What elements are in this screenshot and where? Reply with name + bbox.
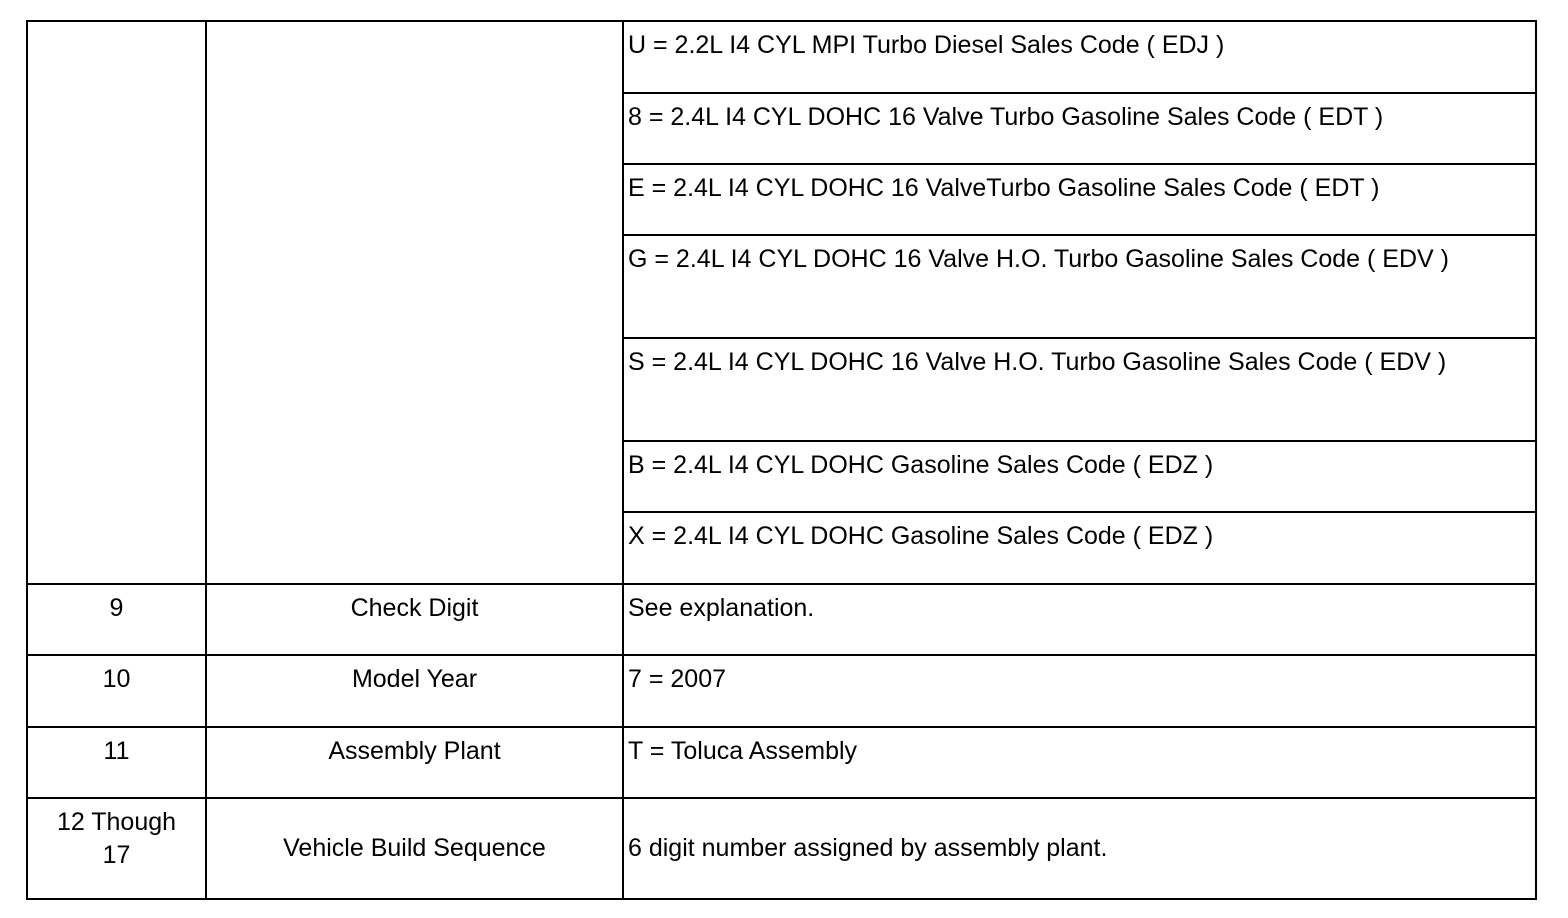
position-cell-empty <box>27 21 206 584</box>
description-cell: Assembly Plant <box>206 727 623 798</box>
table-row <box>27 584 1536 655</box>
description-cell: Model Year <box>206 655 623 727</box>
position-cell: 9 <box>27 584 206 655</box>
interpretation-cell: See explanation. <box>623 584 1536 655</box>
engine-code-cell: 8 = 2.4L I4 CYL DOHC 16 Valve Turbo Gasoline Sales Code ( EDT ) <box>623 93 1536 164</box>
table-row <box>27 727 1536 798</box>
engine-code-cell: U = 2.2L I4 CYL MPI Turbo Diesel Sales Code ( EDJ ) <box>623 21 1536 93</box>
table-row <box>27 21 1536 93</box>
position-cell: 12 Though 17 <box>27 798 206 899</box>
position-cell: 11 <box>27 727 206 798</box>
interpretation-cell: 6 digit number assigned by assembly plant. <box>623 798 1536 899</box>
engine-code-cell: B = 2.4L I4 CYL DOHC Gasoline Sales Code ( EDZ ) <box>623 441 1536 512</box>
interpretation-cell: 7 = 2007 <box>623 655 1536 727</box>
description-cell: Vehicle Build Sequence <box>206 798 623 899</box>
engine-code-cell: G = 2.4L I4 CYL DOHC 16 Valve H.O. Turbo Gasoline Sales Code ( EDV ) <box>623 235 1536 338</box>
table-row <box>27 798 1536 899</box>
vin-decoding-table <box>26 20 1537 900</box>
description-cell: Check Digit <box>206 584 623 655</box>
description-cell-empty <box>206 21 623 584</box>
table-row <box>27 655 1536 727</box>
interpretation-cell: T = Toluca Assembly <box>623 727 1536 798</box>
engine-code-cell: E = 2.4L I4 CYL DOHC 16 ValveTurbo Gasoline Sales Code ( EDT ) <box>623 164 1536 235</box>
position-cell: 10 <box>27 655 206 727</box>
engine-code-cell: X = 2.4L I4 CYL DOHC Gasoline Sales Code ( EDZ ) <box>623 512 1536 584</box>
engine-code-cell: S = 2.4L I4 CYL DOHC 16 Valve H.O. Turbo Gasoline Sales Code ( EDV ) <box>623 338 1536 441</box>
